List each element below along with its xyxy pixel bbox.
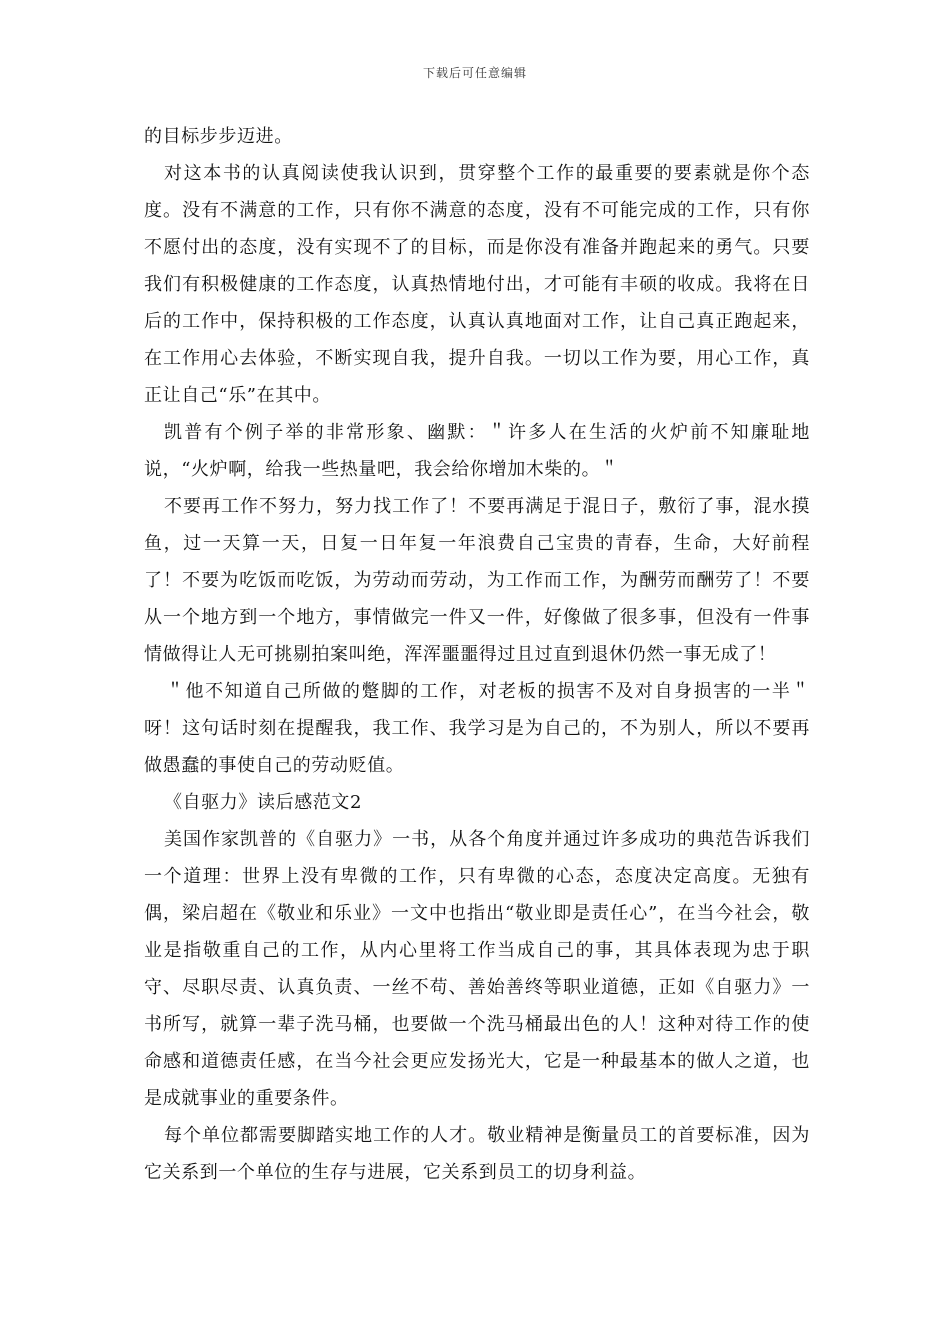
paragraph: 美国作家凯普的《自驱力》一书，从各个角度并通过许多成功的典范告诉我们一个道理：世界上没有卑微的工作，只有卑微的心态，态度决定高度。无独有偶，梁启超在《敬业和乐业》一文中也指出“敬业即是责任心”，在当今社会，敬业是指敬重自己的工作，从内心里将工作当成自己的事，其具体表现为忠于职守、尽职尽责、认真负责、一丝不苟、善始善终等职业道德，正如《自驱力》一书所写，就算一辈子洗马桶，也要做一个洗马桶最出色的人！这种对待工作的使命感和道德责任感，在当今社会更应发扬光大，它是一种最基本的做人之道，也是成就事业的重要条件。 bbox=[144, 829, 810, 1109]
paragraph: 对这本书的认真阅读使我认识到，贯穿整个工作的最重要的要素就是你个态度。没有不满意的工作，只有你不满意的态度，没有不可能完成的工作，只有你不愿付出的态度，没有实现不了的目标，而是你没有准备并跑起来的勇气。只要我们有积极健康的工作态度，认真热情地付出，才可能有丰硕的收成。我将在日后的工作中，保持积极的工作态度，认真认真地面对工作，让自己真正跑起来，在工作用心去体验，不断实现自我，提升自我。一切以工作为要，用心工作，真正让自己“乐”在其中。 bbox=[144, 163, 810, 406]
section-heading: 《自驱力》读后感范文2 bbox=[164, 792, 363, 813]
document-body bbox=[144, 118, 810, 1191]
paragraph: 凯普有个例子举的非常形象、幽默：＂许多人在生活的火炉前不知廉耻地说，“火炉啊，给我一些热量吧，我会给你增加木柴的。＂ bbox=[144, 422, 810, 480]
page-header: 下载后可任意编辑 bbox=[422, 66, 527, 80]
paragraph: ＂他不知道自己所做的蹩脚的工作，对老板的损害不及对自身损害的一半＂呀！这句话时刻在提醒我，我工作、我学习是为自己的，不为别人，所以不要再做愚蠢的事使自己的劳动贬值。 bbox=[144, 681, 810, 776]
paragraph: 不要再工作不努力，努力找工作了！不要再满足于混日子，敷衍了事，混水摸鱼，过一天算一天，日复一日年复一年浪费自己宝贵的青春，生命，大好前程了！不要为吃饭而吃饭，为劳动而劳动，为工作而工作，为酬劳而酬劳了！不要从一个地方到一个地方，事情做完一件又一件，好像做了很多事，但没有一件事情做得让人无可挑剔拍案叫绝，浑浑噩噩得过且过直到退休仍然一事无成了！ bbox=[144, 496, 810, 665]
paragraph: 每个单位都需要脚踏实地工作的人才。敬业精神是衡量员工的首要标准，因为它关系到一个单位的生存与进展，它关系到员工的切身利益。 bbox=[144, 1125, 810, 1183]
paragraph-continuation: 的目标步步迈进。 bbox=[144, 126, 293, 147]
